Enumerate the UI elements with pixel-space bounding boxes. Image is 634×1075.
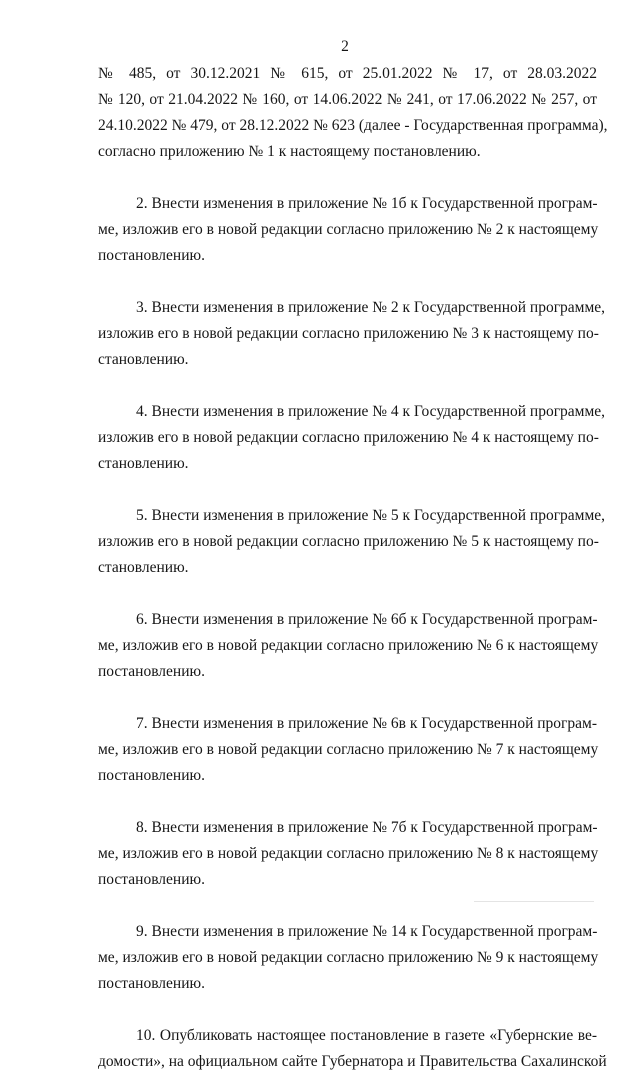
paragraph-10 [98,1023,607,1075]
paragraph-gap [98,477,597,503]
text-line: 4. Внести изменения в приложение № 4 к Государственной программе, [136,403,606,420]
paragraph-9 [98,919,597,997]
page-number: 2 [341,38,349,55]
text-line: ме, изложив его в новой редакции согласно приложению № 8 к настоящему [98,845,599,862]
text-line: 6. Внести изменения в приложение № 6б к Государственной програм- [136,611,598,628]
text-line: ме, изложив его в новой редакции согласно приложению № 6 к настоящему [98,637,599,654]
text-line: постановлению. [98,767,205,784]
text-line: 3. Внести изменения в приложение № 2 к Государственной программе, [136,299,606,316]
text-line: изложив его в новой редакции согласно приложению № 4 к настоящему по- [98,429,599,446]
paragraph-7 [98,711,597,789]
scan-edge-mark [474,901,594,902]
text-line: становлению. [98,351,189,368]
text-line: 5. Внести изменения в приложение № 5 к Государственной программе, [136,507,606,524]
text-line: постановлению. [98,663,205,680]
text-line: согласно приложению № 1 к настоящему постановлению. [98,143,481,160]
paragraph-8 [98,815,597,893]
paragraph-gap [98,893,597,919]
text-line: № 120, от 21.04.2022 № 160, от 14.06.2022 № 241, от 17.06.2022 № 257, от [98,91,597,108]
text-line: 7. Внести изменения в приложение № 6в к Государственной програм- [136,715,597,732]
text-line: изложив его в новой редакции согласно приложению № 3 к настоящему по- [98,325,599,342]
paragraph-gap [98,269,597,295]
paragraph-3 [98,295,606,373]
paragraph-gap [98,581,597,607]
text-line: 8. Внести изменения в приложение № 7б к Государственной програм- [136,819,598,836]
text-line: становлению. [98,559,189,576]
paragraph-gap [98,165,597,191]
document-body [98,61,608,1075]
text-line: 24.10.2022 № 479, от 28.12.2022 № 623 (далее - Государственная программа), [98,117,608,134]
text-line: № 485, от 30.12.2021 № 615, от 25.01.2022 № 17, от 28.03.2022 [98,65,597,82]
text-line: постановлению. [98,247,205,264]
text-line: домости», на официальном сайте Губернатора и Правительства Сахалинской [98,1053,607,1070]
text-line: 9. Внести изменения в приложение № 14 к Государственной програм- [136,923,598,940]
paragraph-1-continuation [98,61,608,165]
text-line: ме, изложив его в новой редакции согласно приложению № 7 к настоящему [98,741,599,758]
text-line: 10. Опубликовать настоящее постановление в газете «Губернские ве- [136,1027,597,1044]
text-line: изложив его в новой редакции согласно приложению № 5 к настоящему по- [98,533,599,550]
text-line: 2. Внести изменения в приложение № 1б к Государственной програм- [136,195,598,212]
paragraph-4 [98,399,606,477]
paragraph-2 [98,191,597,269]
paragraph-gap [98,373,597,399]
text-line: становлению. [98,455,189,472]
paragraph-gap [98,997,597,1023]
text-line: ме, изложив его в новой редакции согласно приложению № 9 к настоящему [98,949,599,966]
paragraph-6 [98,607,597,685]
paragraph-5 [98,503,606,581]
paragraph-gap [98,685,597,711]
text-line: постановлению. [98,871,205,888]
text-line: ме, изложив его в новой редакции согласно приложению № 2 к настоящему [98,221,599,238]
paragraph-gap [98,789,597,815]
text-line: постановлению. [98,975,205,992]
